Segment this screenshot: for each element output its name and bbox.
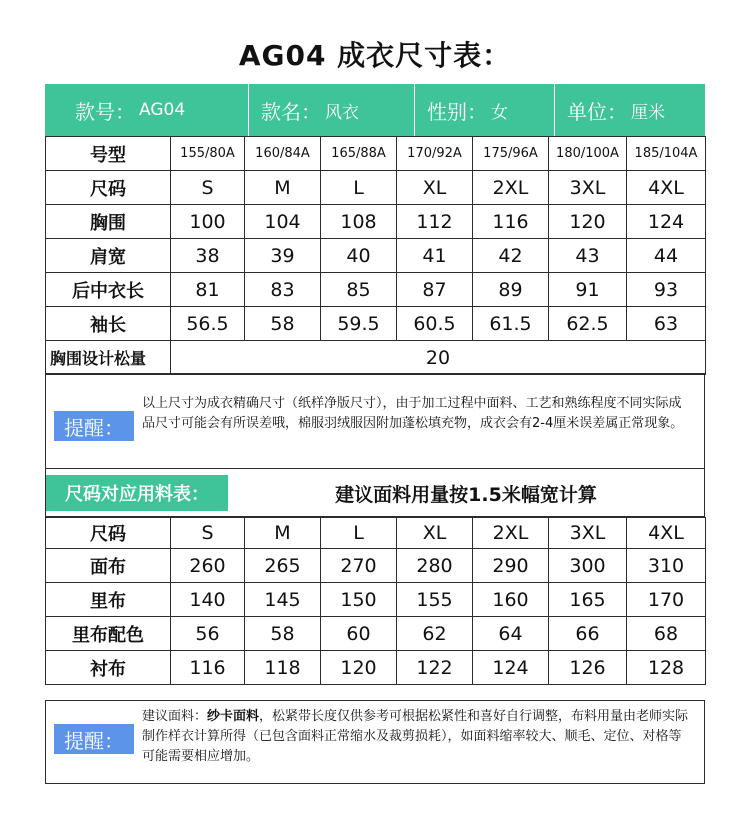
row-header: 里布配色 bbox=[46, 617, 171, 651]
row-header: 面布 bbox=[46, 549, 171, 583]
gender-value: 女 bbox=[491, 102, 508, 123]
style-no-value: AG04 bbox=[139, 100, 186, 120]
table-cell: 290 bbox=[473, 549, 549, 583]
table-cell: 155/80A bbox=[171, 137, 245, 171]
table-cell: 124 bbox=[473, 651, 549, 685]
suggest-fabric-label: 建议面料： bbox=[142, 709, 208, 724]
row-header: 尺码 bbox=[46, 171, 171, 205]
table-cell: 120 bbox=[321, 651, 397, 685]
row-header: 里布 bbox=[46, 583, 171, 617]
reminder-text: 以上尺寸为成衣精确尺寸（纸样净版尺寸），由于加工过程中面料、工艺和熟练程度不同实际成品尺寸可能会有所误差哦，棉服羽绒服因附加蓬松填充物，成衣会有2-4厘米误差属正常现象。 bbox=[142, 396, 684, 431]
table-cell: 108 bbox=[321, 205, 397, 239]
table-cell: 59.5 bbox=[321, 307, 397, 341]
table-row bbox=[46, 205, 706, 239]
table-row bbox=[46, 549, 706, 583]
table-cell: 41 bbox=[397, 239, 473, 273]
table-cell: 81 bbox=[171, 273, 245, 307]
table-cell: 83 bbox=[245, 273, 321, 307]
table-cell: 265 bbox=[245, 549, 321, 583]
reminder-note-1 bbox=[45, 373, 705, 469]
table-cell: 260 bbox=[171, 549, 245, 583]
table-cell: S bbox=[171, 518, 245, 549]
unit-value: 厘米 bbox=[631, 102, 665, 123]
row-header: 胸围 bbox=[46, 205, 171, 239]
row-header: 肩宽 bbox=[46, 239, 171, 273]
table-cell: M bbox=[245, 171, 321, 205]
material-usage-tag: 尺码对应用料表： bbox=[46, 475, 228, 511]
suggest-fabric-name: 纱卡面料 bbox=[207, 709, 260, 724]
table-cell: 116 bbox=[473, 205, 549, 239]
table-cell: 126 bbox=[549, 651, 627, 685]
table-cell: 104 bbox=[245, 205, 321, 239]
name-cell bbox=[249, 84, 415, 136]
table-cell: 56.5 bbox=[171, 307, 245, 341]
table-cell: 42 bbox=[473, 239, 549, 273]
table-cell: 140 bbox=[171, 583, 245, 617]
table-cell: 38 bbox=[171, 239, 245, 273]
table-cell: 280 bbox=[397, 549, 473, 583]
table-cell: 4XL bbox=[627, 171, 706, 205]
style-no-cell bbox=[45, 84, 249, 136]
table-cell: 300 bbox=[549, 549, 627, 583]
table-cell: 100 bbox=[171, 205, 245, 239]
table-cell: L bbox=[321, 171, 397, 205]
size-spec-table bbox=[45, 136, 706, 375]
table-cell: 145 bbox=[245, 583, 321, 617]
table-cell: L bbox=[321, 518, 397, 549]
table-row bbox=[46, 617, 706, 651]
material-usage-table bbox=[45, 517, 706, 685]
table-cell: 56 bbox=[171, 617, 245, 651]
table-cell: 3XL bbox=[549, 518, 627, 549]
table-cell: 160 bbox=[473, 583, 549, 617]
table-row bbox=[46, 171, 706, 205]
table-cell: 87 bbox=[397, 273, 473, 307]
reminder-text-body: ，松紧带长度仅供参考可根据松紧性和喜好自行调整，布料用量由老师实际制作样衣计算所得（已包含面料正常缩水及裁剪损耗），如面料缩率较大、顺毛、定位、对格等可能需要相应增加。 bbox=[142, 709, 689, 764]
gender-cell bbox=[415, 84, 555, 136]
reminder-note-2 bbox=[45, 700, 705, 784]
table-cell: 112 bbox=[397, 205, 473, 239]
table-cell: 64 bbox=[473, 617, 549, 651]
table-cell: 120 bbox=[549, 205, 627, 239]
reminder-badge: 提醒： bbox=[54, 724, 134, 754]
table-cell: 58 bbox=[245, 617, 321, 651]
table-cell: 68 bbox=[627, 617, 706, 651]
reminder-badge: 提醒： bbox=[54, 411, 134, 441]
table-cell: 60 bbox=[321, 617, 397, 651]
table-cell: 170 bbox=[627, 583, 706, 617]
ease-label: 胸围设计松量 bbox=[46, 341, 171, 375]
reminder-text bbox=[142, 707, 694, 767]
table-cell: 165 bbox=[549, 583, 627, 617]
unit-label: 单位： bbox=[567, 99, 627, 124]
table-cell: XL bbox=[397, 518, 473, 549]
table-cell: 310 bbox=[627, 549, 706, 583]
table-row bbox=[46, 273, 706, 307]
ease-value: 20 bbox=[171, 341, 706, 375]
table-cell: 124 bbox=[627, 205, 706, 239]
table-row bbox=[46, 518, 706, 549]
table-cell: 93 bbox=[627, 273, 706, 307]
table-cell: 128 bbox=[627, 651, 706, 685]
table-cell: 150 bbox=[321, 583, 397, 617]
table-cell: 122 bbox=[397, 651, 473, 685]
row-header: 衬布 bbox=[46, 651, 171, 685]
table-cell: S bbox=[171, 171, 245, 205]
name-value: 风衣 bbox=[325, 102, 359, 123]
table-cell: 116 bbox=[171, 651, 245, 685]
table-cell: 44 bbox=[627, 239, 706, 273]
table-cell: 270 bbox=[321, 549, 397, 583]
table-cell: 185/104A bbox=[627, 137, 706, 171]
style-no-label: 款号： bbox=[75, 99, 135, 124]
table-row bbox=[46, 307, 706, 341]
table-cell: 175/96A bbox=[473, 137, 549, 171]
table-row bbox=[46, 137, 706, 171]
table-row bbox=[46, 583, 706, 617]
product-info-bar bbox=[45, 84, 705, 136]
page-title: AG04 成衣尺寸表： bbox=[238, 39, 512, 72]
table-cell: M bbox=[245, 518, 321, 549]
table-cell: 61.5 bbox=[473, 307, 549, 341]
table-cell: 155 bbox=[397, 583, 473, 617]
row-header: 后中衣长 bbox=[46, 273, 171, 307]
table-cell: 63 bbox=[627, 307, 706, 341]
table-cell: 180/100A bbox=[549, 137, 627, 171]
table-cell: 4XL bbox=[627, 518, 706, 549]
table-cell: 160/84A bbox=[245, 137, 321, 171]
table-cell: 165/88A bbox=[321, 137, 397, 171]
table-cell: XL bbox=[397, 171, 473, 205]
row-header: 号型 bbox=[46, 137, 171, 171]
gender-label: 性别： bbox=[427, 99, 487, 124]
table-row bbox=[46, 239, 706, 273]
name-label: 款名： bbox=[261, 99, 321, 124]
table-cell: 2XL bbox=[473, 518, 549, 549]
table-cell: 43 bbox=[549, 239, 627, 273]
row-header: 尺码 bbox=[46, 518, 171, 549]
table-cell: 2XL bbox=[473, 171, 549, 205]
table-cell: 91 bbox=[549, 273, 627, 307]
table-cell: 39 bbox=[245, 239, 321, 273]
table-cell: 62 bbox=[397, 617, 473, 651]
table-row bbox=[46, 651, 706, 685]
unit-cell bbox=[555, 84, 705, 136]
table-cell: 62.5 bbox=[549, 307, 627, 341]
table-row bbox=[46, 341, 706, 375]
material-usage-subtitle: 建议面料用量按1.5米幅宽计算 bbox=[335, 483, 597, 506]
material-usage-header bbox=[45, 469, 705, 517]
table-cell: 85 bbox=[321, 273, 397, 307]
table-cell: 40 bbox=[321, 239, 397, 273]
row-header: 袖长 bbox=[46, 307, 171, 341]
table-cell: 60.5 bbox=[397, 307, 473, 341]
table-cell: 66 bbox=[549, 617, 627, 651]
table-cell: 3XL bbox=[549, 171, 627, 205]
table-cell: 89 bbox=[473, 273, 549, 307]
table-cell: 170/92A bbox=[397, 137, 473, 171]
table-cell: 58 bbox=[245, 307, 321, 341]
table-cell: 118 bbox=[245, 651, 321, 685]
